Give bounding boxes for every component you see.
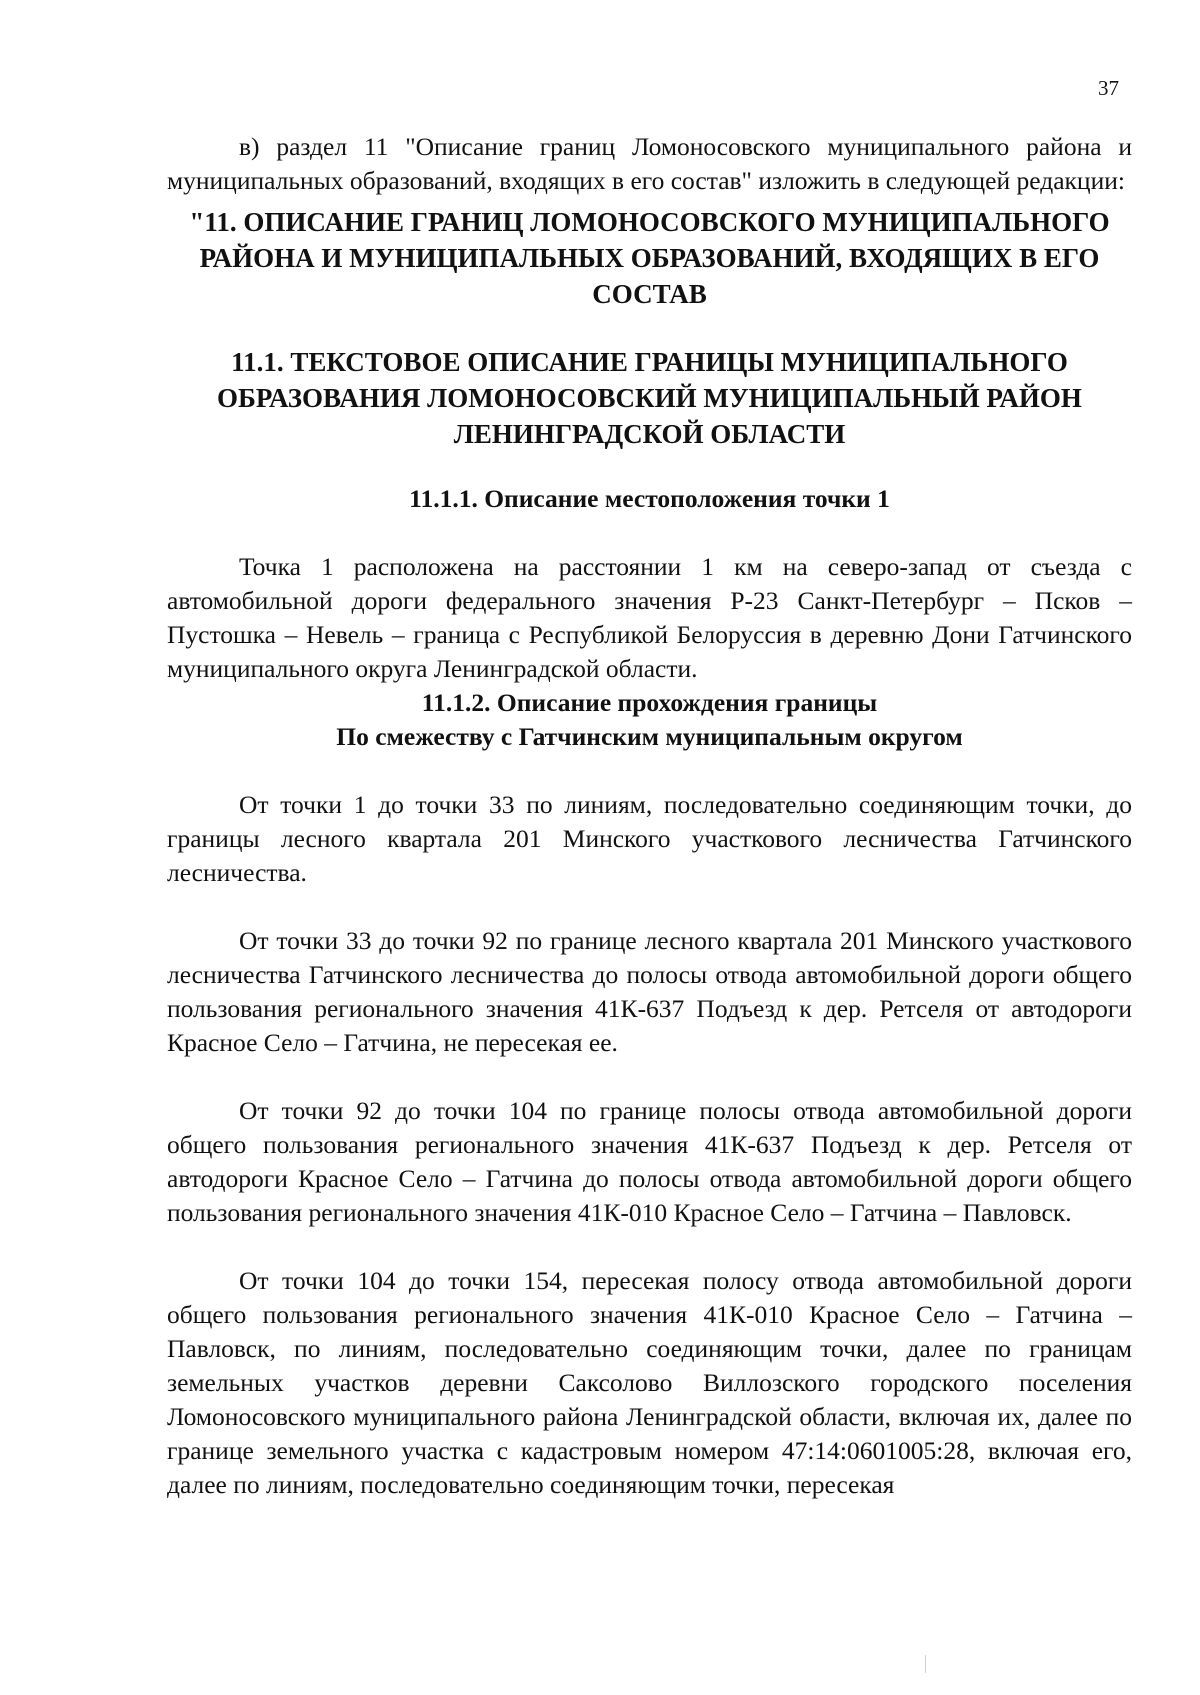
scan-mark xyxy=(925,1655,926,1673)
section-title: "11. ОПИСАНИЕ ГРАНИЦ ЛОМОНОСОВСКОГО МУНИЦИПАЛЬНОГО РАЙОНА И МУНИЦИПАЛЬНЫХ ОБРАЗОВАНИЙ, ВХОДЯЩИХ В ЕГО СОСТАВ xyxy=(189,207,1110,309)
boundary-heading: 11.1.2. Описание прохождения границы xyxy=(421,688,878,717)
intro-paragraph: в) раздел 11 "Описание границ Ломоносовского муниципального района и муниципальных образований, входящих в его состав" изложить в следующей редакции: xyxy=(167,132,1132,195)
point-description-paragraph: Точка 1 расположена на расстоянии 1 км на северо-запад от съезда с автомобильной дороги федерального значения Р-23 Санкт-Петербург – Псков – Пустошка – Невель – граница с Республикой Белоруссия в деревню Дони Гатчинского муниципального округа Ленинградской области. xyxy=(167,552,1132,683)
page-number: 37 xyxy=(1098,76,1119,100)
neighbor-heading: По смежеству с Гатчинским муниципальным округом xyxy=(336,722,963,751)
point-description-heading: 11.1.1. Описание местоположения точки 1 xyxy=(409,484,890,513)
document-content xyxy=(167,130,1132,1502)
subsection-title: 11.1. ТЕКСТОВОЕ ОПИСАНИЕ ГРАНИЦЫ МУНИЦИПАЛЬНОГО ОБРАЗОВАНИЯ ЛОМОНОСОВСКИЙ МУНИЦИПАЛЬНЫЙ РАЙОН ЛЕНИНГРАДСКОЙ ОБЛАСТИ xyxy=(217,347,1082,449)
boundary-paragraph-3: От точки 92 до точки 104 по границе полосы отвода автомобильной дороги общего пользования регионального значения 41К-637 Подъезд к дер. Ретселя от автодороги Красное Село – Гатчина до полосы отвода автомобильной дороги общего пользования регионального значения 41К-010 Красное Село – Гатчина – Павловск. xyxy=(167,1096,1132,1227)
boundary-paragraph-2: От точки 33 до точки 92 по границе лесного квартала 201 Минского участкового лесничества Гатчинского лесничества до полосы отвода автомобильной дороги общего пользования регионального значения 41К-637 Подъезд к дер. Ретселя от автодороги Красное Село – Гатчина, не пересекая ее. xyxy=(167,926,1132,1057)
boundary-paragraph-1: От точки 1 до точки 33 по линиям, последовательно соединяющим точки, до границы лесного квартала 201 Минского участкового лесничества Гатчинского лесничества. xyxy=(167,790,1132,887)
boundary-paragraph-4: От точки 104 до точки 154, пересекая полосу отвода автомобильной дороги общего пользования регионального значения 41К-010 Красное Село – Гатчина – Павловск, по линиям, последовательно соединяющим точки, далее по границам земельных участков деревни Саксолово Виллозского городского поселения Ломоносовского муниципального района Ленинградской области, включая их, далее по границе земельного участка с кадастровым номером 47:14:0601005:28, включая его, далее по линиям, последовательно соединяющим точки, пересекая xyxy=(167,1266,1132,1499)
